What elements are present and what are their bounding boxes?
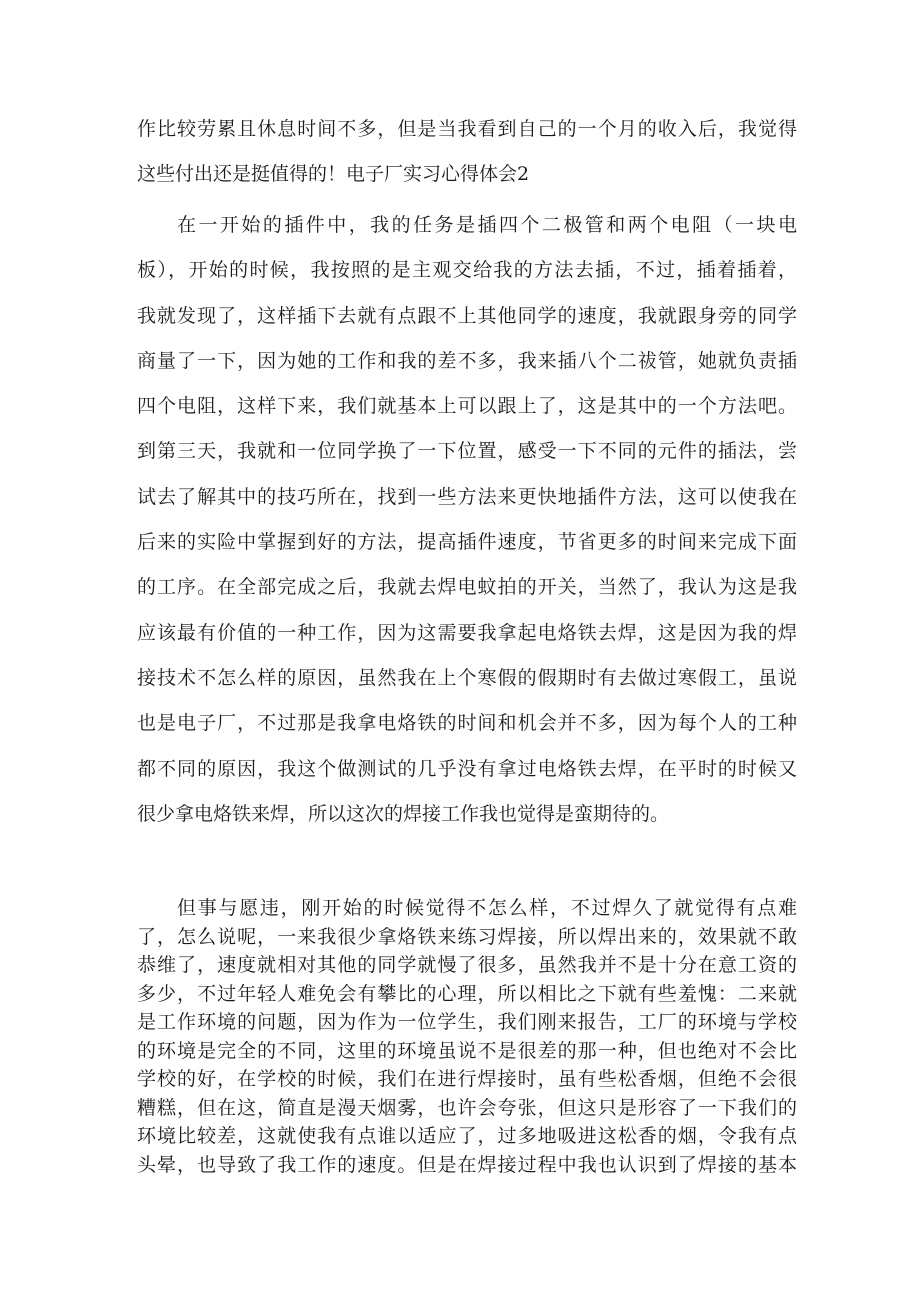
text-line: 四个电阻，这样下来，我们就基本上可以跟上了，这是其中的一个方法吧。 [137, 395, 797, 418]
paragraph-continued [137, 107, 797, 198]
text-line: 应该最有价值的一种工作，因为这需要我拿起电烙铁去焊，这是因为我的焊 [137, 621, 797, 644]
text-line: 接技术不怎么样的原因，虽然我在上个寒假的假期时有去做过寒假工，虽说 [137, 666, 797, 689]
text-line: 很少拿电烙铁来焊，所以这次的焊接工作我也觉得是蛮期待的。 [137, 802, 670, 825]
text-line: 也是电子厂，不过那是我拿电烙铁的时间和机会并不多，因为每个人的工种 [137, 712, 797, 735]
text-line: 糟糕，但在这，简直是漫天烟雾，也许会夸张，但这只是形容了一下我们的 [137, 1096, 797, 1119]
text-line: 了，怎么说呢，一来我很少拿烙铁来练习焊接，所以焊出来的，效果就不敢 [137, 925, 797, 948]
text-line: 恭维了，速度就相对其他的同学就慢了很多，虽然我并不是十分在意工资的 [137, 954, 797, 976]
text-line: 都不同的原因，我这个做测试的几乎没有拿过电烙铁去焊，在平时的时候又 [137, 757, 797, 780]
text-line: 我就发现了，这样插下去就有点跟不上其他同学的速度，我就跟身旁的同学 [137, 304, 797, 327]
text-line: 的环境是完全的不同，这里的环境虽说不是很差的那一种，但也绝对不会比 [137, 1039, 797, 1062]
text-line: 在一开始的插件中，我的任务是插四个二极管和两个电阻（一块电 [177, 214, 797, 236]
text-line: 后来的实险中掌握到好的方法，提高插件速度，节省更多的时间来完成下面 [137, 531, 797, 554]
paragraph-soldering [137, 894, 797, 1179]
text-line: 板），开始的时候，我按照的是主观交给我的方法去插，不过，插着插着， [137, 259, 797, 282]
text-line: 头晕，也导致了我工作的速度。但是在焊接过程中我也认识到了焊接的基本 [137, 1153, 797, 1176]
text-line: 但事与愿违，刚开始的时候觉得不怎么样，不过焊久了就觉得有点难 [177, 897, 797, 919]
text-line: 是工作环境的问题，因为作为一位学生，我们刚来报告，工厂的环境与学校 [137, 1011, 797, 1033]
text-line: 这些付出还是挺值得的！电子厂实习心得体会2 [137, 163, 530, 186]
text-line: 学校的好，在学校的时候，我们在进行焊接时，虽有些松香烟，但绝不会很 [137, 1068, 797, 1090]
text-line: 环境比较差，这就使我有点谁以适应了，过多地吸进这松香的烟，令我有点 [137, 1125, 797, 1147]
text-line: 试去了解其中的技巧所在，找到一些方法来更快地插件方法，这可以使我在 [137, 485, 797, 508]
text-line: 作比较劳累且休息时间不多，但是当我看到自己的一个月的收入后，我觉得 [137, 118, 797, 140]
text-line: 的工序。在全部完成之后，我就去焊电蚊拍的开关，当然了，我认为这是我 [137, 576, 797, 599]
text-line: 多少，不过年轻人难免会有攀比的心理，所以相比之下就有些羞愧：二来就 [137, 982, 797, 1005]
text-line: 到第三天，我就和一位同学换了一下位置，感受一下不同的元件的插法，尝 [137, 440, 797, 463]
text-line: 商量了一下，因为她的工作和我的差不多，我来插八个二祓管，她就负责插 [137, 349, 797, 372]
paragraph-insertion-work [137, 203, 797, 837]
